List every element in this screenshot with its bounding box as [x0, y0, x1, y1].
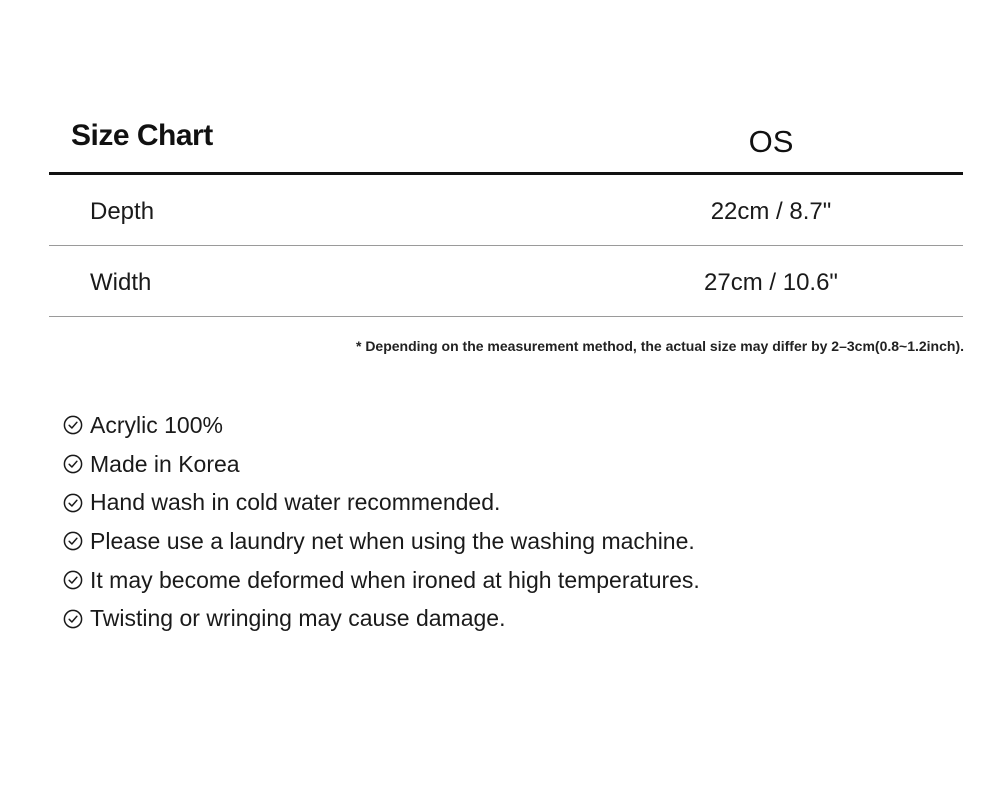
- size-chart-header: [49, 108, 963, 175]
- care-item-laundry-net: [63, 522, 700, 561]
- care-item-text: Please use a laundry net when using the washing machine.: [90, 527, 695, 554]
- size-chart-title: Size Chart: [71, 119, 213, 152]
- measurement-note: * Depending on the measurement method, the actual size may differ by 2–3cm(0.8~1.2inch).: [355, 338, 964, 354]
- care-item-hand-wash: [63, 483, 700, 522]
- care-item-text: Twisting or wringing may cause damage.: [90, 605, 506, 632]
- size-chart-table: [49, 108, 963, 317]
- size-row-width: [49, 246, 963, 317]
- size-row-depth: [49, 175, 963, 246]
- size-row-label: Depth: [90, 198, 155, 225]
- care-item-text: Acrylic 100%: [90, 411, 223, 438]
- size-row-value: 22cm / 8.7": [710, 198, 832, 225]
- size-row-label: Width: [90, 269, 152, 296]
- care-item-text: Made in Korea: [90, 450, 240, 477]
- care-instructions-list: [63, 406, 700, 638]
- check-circle-icon: [63, 609, 83, 629]
- check-circle-icon: [63, 570, 83, 590]
- care-item-origin: [63, 445, 700, 484]
- check-circle-icon: [63, 415, 83, 435]
- size-row-value: 27cm / 10.6": [704, 269, 838, 296]
- check-circle-icon: [63, 454, 83, 474]
- care-item-text: Hand wash in cold water recommended.: [90, 489, 501, 516]
- care-item-material: [63, 406, 700, 445]
- check-circle-icon: [63, 493, 83, 513]
- check-circle-icon: [63, 531, 83, 551]
- care-item-text: It may become deformed when ironed at high temperatures.: [90, 566, 700, 593]
- size-column-header: OS: [748, 124, 794, 159]
- care-item-wringing: [63, 599, 700, 638]
- care-item-ironing: [63, 561, 700, 600]
